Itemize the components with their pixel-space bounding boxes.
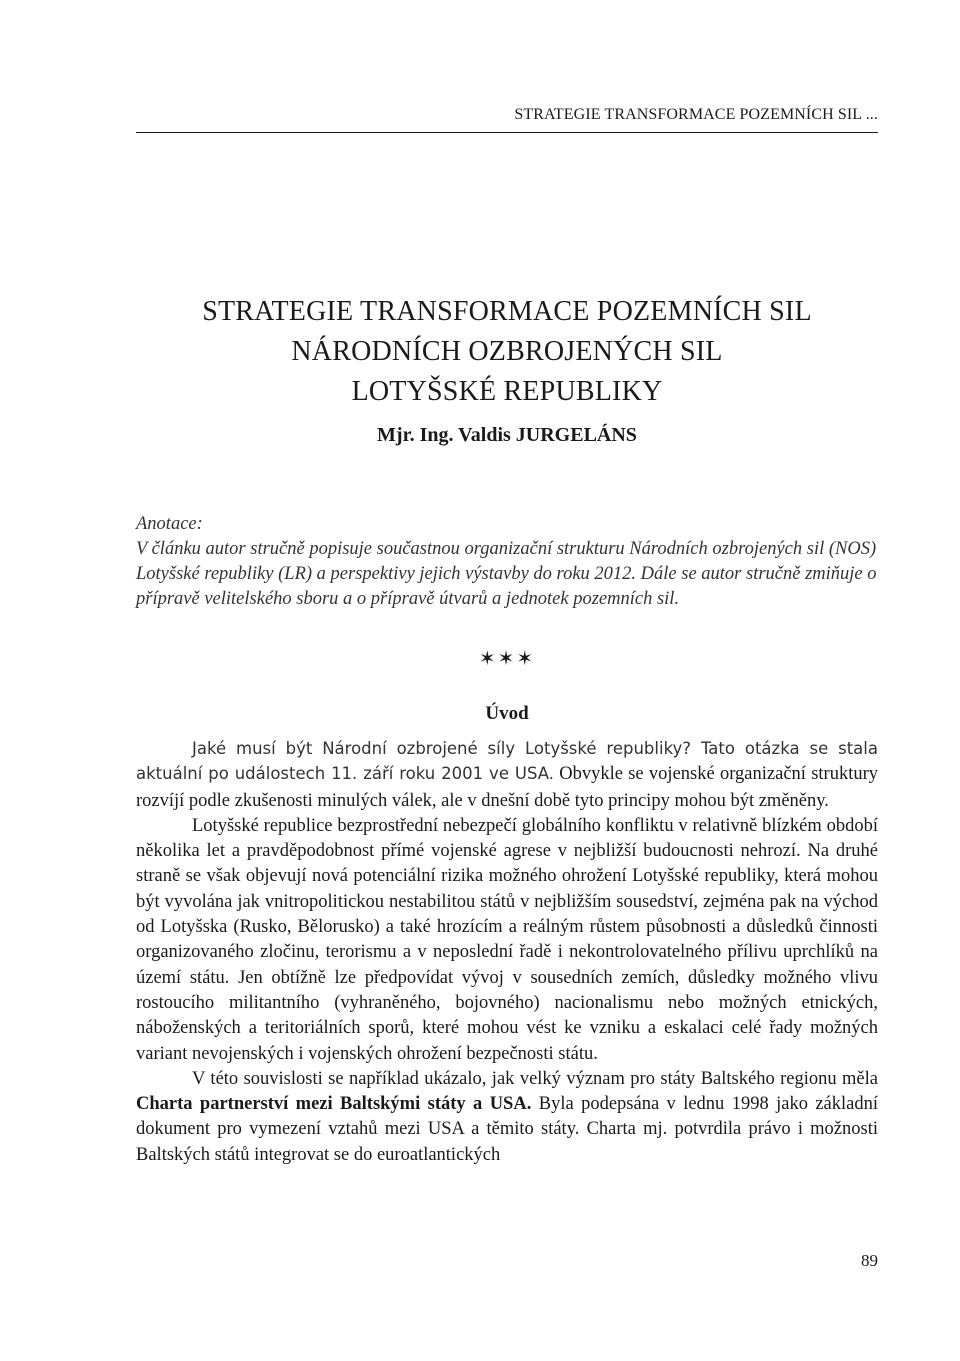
paragraph <box>136 736 878 814</box>
paragraph-text: Byla podepsána v lednu 1998 jako základní dokument pro vymezení vztahů mezi USA a těmito státy. Charta mj. potvrdila právo i možnosti Baltských států integrovat se do euroatlantických <box>136 1094 879 1165</box>
body-text <box>136 736 878 1168</box>
title-line: NÁRODNÍCH OZBROJENÝCH SIL <box>291 336 723 367</box>
title-line: STRATEGIE TRANSFORMACE POZEMNÍCH SIL <box>202 296 812 327</box>
author-name: Mjr. Ing. Valdis JURGELÁNS <box>377 424 637 446</box>
section-separator: ✶✶✶ <box>478 648 536 670</box>
annotation-text: V článku autor stručně popisuje součastnou organizační strukturu Národních ozbrojených sil (NOS) Lotyšské republiky (LR) a perspektivy jejich výstavby do roku 2012. Dále se autor stručně zmiňuje o přípravě velitelského sboru a o přípravě útvarů a jednotek pozemních sil. <box>136 539 877 609</box>
annotation <box>136 512 878 612</box>
running-header: STRATEGIE TRANSFORMACE POZEMNÍCH SIL ... <box>136 106 878 133</box>
paragraph <box>136 1067 878 1168</box>
paragraph-bold-text: Charta partnerství mezi Baltskými státy a USA. <box>136 1094 532 1115</box>
title-line: LOTYŠSKÉ REPUBLIKY <box>351 376 663 407</box>
paragraph-sans-part: Jaké musí být Národní ozbrojené síly Lotyšské republiky? Tato otázka se stala aktuální po událostech 11. září roku 2001 ve USA. <box>136 739 878 784</box>
paragraph-roman-part: Obvykle se vojenské organizační struktury rozvíjí podle zkušenosti minulých válek, ale v dnešní době tyto principy mohou být změněny. <box>136 764 878 811</box>
section-heading: Úvod <box>485 703 529 724</box>
annotation-heading: Anotace: <box>136 514 203 534</box>
paragraph: Lotyšské republice bezprostřední nebezpečí globálního konfliktu v relativně blízkém období několika let a pravděpodobnost přímé vojenské agrese v nejbližší budoucnosti nehrozí. Na druhé straně se však objevují nová potenciální rizika možného ohrožení Lotyšské republiky, která mohou být vyvolána jak vnitropolitickou nestabilitou států v nejbližším sousedství, zejména pak na východ od Lotyšska (Rusko, Bělorusko) a také hrozícím a reálným růstem působnosti a důsledků činnosti organizovaného zločinu, terorismu a v neposlední řadě i nekontrolovatelného přílivu uprchlíků na území státu. Jen obtížně lze předpovídat vývoj v sousedních zemích, důsledky možného vlivu rostoucího militantního (vyhraněného, bojovného) nacionalismu nebo možných etnických, náboženských a teritoriálních sporů, které mohou vést ke vzniku a eskalaci celé řady možných variant nevojenských i vojenských ohrožení bezpečnosti státu. <box>136 815 878 1064</box>
article-title <box>136 292 878 412</box>
page-number: 89 <box>861 1251 878 1270</box>
paragraph-text: V této souvislosti se například ukázalo, jak velký význam pro státy Baltského regionu měla <box>192 1068 878 1089</box>
